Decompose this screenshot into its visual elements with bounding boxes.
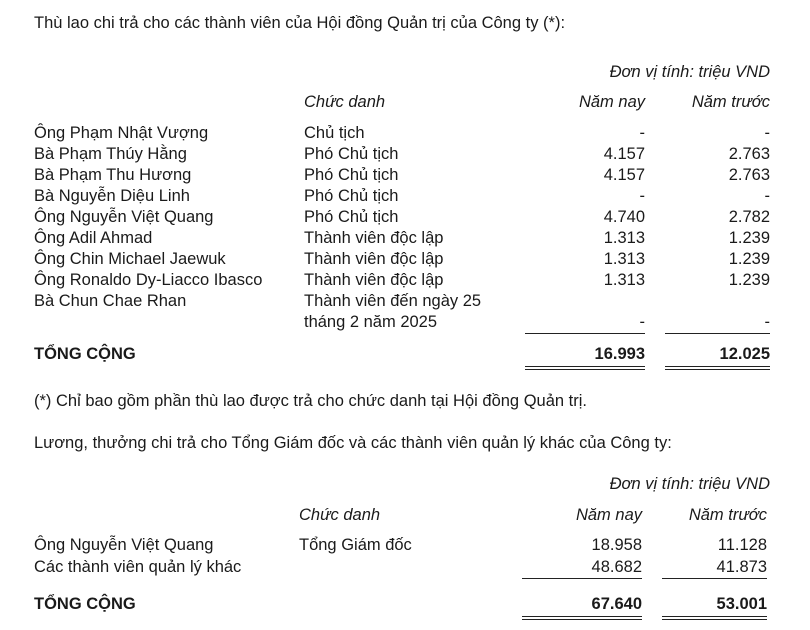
table-row-name: Bà Nguyễn Diệu Linh xyxy=(34,187,190,205)
table-row-current: - xyxy=(639,187,645,205)
section2-heading: Lương, thưởng chi trả cho Tổng Giám đốc và các thành viên quản lý khác của Công ty: xyxy=(34,434,672,452)
table-row-previous: 1.239 xyxy=(728,250,770,268)
table-row-current: 1.313 xyxy=(603,271,645,289)
total-double-rule-current xyxy=(522,616,642,617)
table-row-name: Ông Nguyễn Việt Quang xyxy=(34,208,214,226)
subtotal-rule-previous xyxy=(662,578,767,579)
table-row-current: 4.157 xyxy=(603,145,645,163)
table-row-previous: 11.128 xyxy=(717,536,767,554)
table-row-previous: 2.763 xyxy=(728,166,770,184)
section1-heading: Thù lao chi trả cho các thành viên của Hội đồng Quản trị của Công ty (*): xyxy=(34,14,566,32)
table-row-name: Ông Adil Ahmad xyxy=(34,229,153,247)
section2-col-current: Năm nay xyxy=(575,506,642,524)
section2-unit: Đơn vị tính: triệu VND xyxy=(609,475,770,493)
table-row-title: Thành viên độc lập xyxy=(304,229,444,247)
footnote: (*) Chỉ bao gồm phần thù lao được trả cho chức danh tại Hội đồng Quản trị. xyxy=(34,392,587,410)
subtotal-rule-current xyxy=(525,333,645,334)
total-double-rule-previous xyxy=(662,619,767,620)
table-row-previous: 2.763 xyxy=(728,145,770,163)
table-row-name: Bà Phạm Thúy Hằng xyxy=(34,145,187,163)
table-row-title: Phó Chủ tịch xyxy=(304,208,399,226)
section1-col-current: Năm nay xyxy=(578,93,645,111)
table-row-name: Ông Chin Michael Jaewuk xyxy=(34,250,226,268)
subtotal-rule-current xyxy=(522,578,642,579)
table-row-previous: - xyxy=(764,187,770,205)
table-row-current: 18.958 xyxy=(591,536,642,554)
total-double-rule-current xyxy=(525,366,645,367)
table-row-title: Phó Chủ tịch xyxy=(304,145,399,163)
table-row-current: 1.313 xyxy=(603,229,645,247)
table-row-name: Bà Phạm Thu Hương xyxy=(34,166,192,184)
table-row-current: 1.313 xyxy=(603,250,645,268)
total-double-rule-current xyxy=(522,619,642,620)
total-double-rule-previous xyxy=(665,369,770,370)
table-row-title: Thành viên độc lập xyxy=(304,271,444,289)
table-row-previous: - xyxy=(764,124,770,142)
table-row-name: Ông Nguyễn Việt Quang xyxy=(34,536,214,554)
subtotal-rule-previous xyxy=(665,333,770,334)
table-row-current: 48.682 xyxy=(591,558,642,576)
table-row-current: - xyxy=(639,124,645,142)
table-row-current: 4.740 xyxy=(603,208,645,226)
section2-col-previous: Năm trước xyxy=(688,506,767,524)
section1-col-previous: Năm trước xyxy=(691,93,770,111)
section1-unit: Đơn vị tính: triệu VND xyxy=(609,63,770,81)
section2-total-current: 67.640 xyxy=(591,595,642,613)
table-row-name: Ông Phạm Nhật Vượng xyxy=(34,124,209,142)
table-row-previous: 41.873 xyxy=(716,558,767,576)
section2-total-label: TỔNG CỘNG xyxy=(34,595,136,613)
table-row-current: 4.157 xyxy=(603,166,645,184)
table-row-title: Thành viên đến ngày 25 xyxy=(304,292,482,310)
table-row-previous: 2.782 xyxy=(728,208,770,226)
section2-total-previous: 53.001 xyxy=(716,595,767,613)
table-row-previous: 1.239 xyxy=(728,271,770,289)
table-row-title-continued: tháng 2 năm 2025 xyxy=(304,313,438,331)
table-row-name: Bà Chun Chae Rhan xyxy=(34,292,187,310)
section1-total-previous: 12.025 xyxy=(719,345,770,363)
table-row-previous: 1.239 xyxy=(728,229,770,247)
total-double-rule-current xyxy=(525,369,645,370)
table-row-title: Tổng Giám đốc xyxy=(299,536,412,554)
section1-col-title: Chức danh xyxy=(304,93,386,111)
table-row-name: Các thành viên quản lý khác xyxy=(34,558,242,576)
table-row-title: Phó Chủ tịch xyxy=(304,187,399,205)
table-row-current: - xyxy=(639,313,645,331)
table-row-previous: - xyxy=(764,313,770,331)
section2-col-title: Chức danh xyxy=(299,506,381,524)
table-row-title: Phó Chủ tịch xyxy=(304,166,399,184)
section1-total-current: 16.993 xyxy=(594,345,645,363)
table-row-name: Ông Ronaldo Dy-Liacco Ibasco xyxy=(34,271,263,289)
table-row-title: Thành viên độc lập xyxy=(304,250,444,268)
total-double-rule-previous xyxy=(662,616,767,617)
table-row-title: Chủ tịch xyxy=(304,124,365,142)
total-double-rule-previous xyxy=(665,366,770,367)
section1-total-label: TỔNG CỘNG xyxy=(34,345,136,363)
